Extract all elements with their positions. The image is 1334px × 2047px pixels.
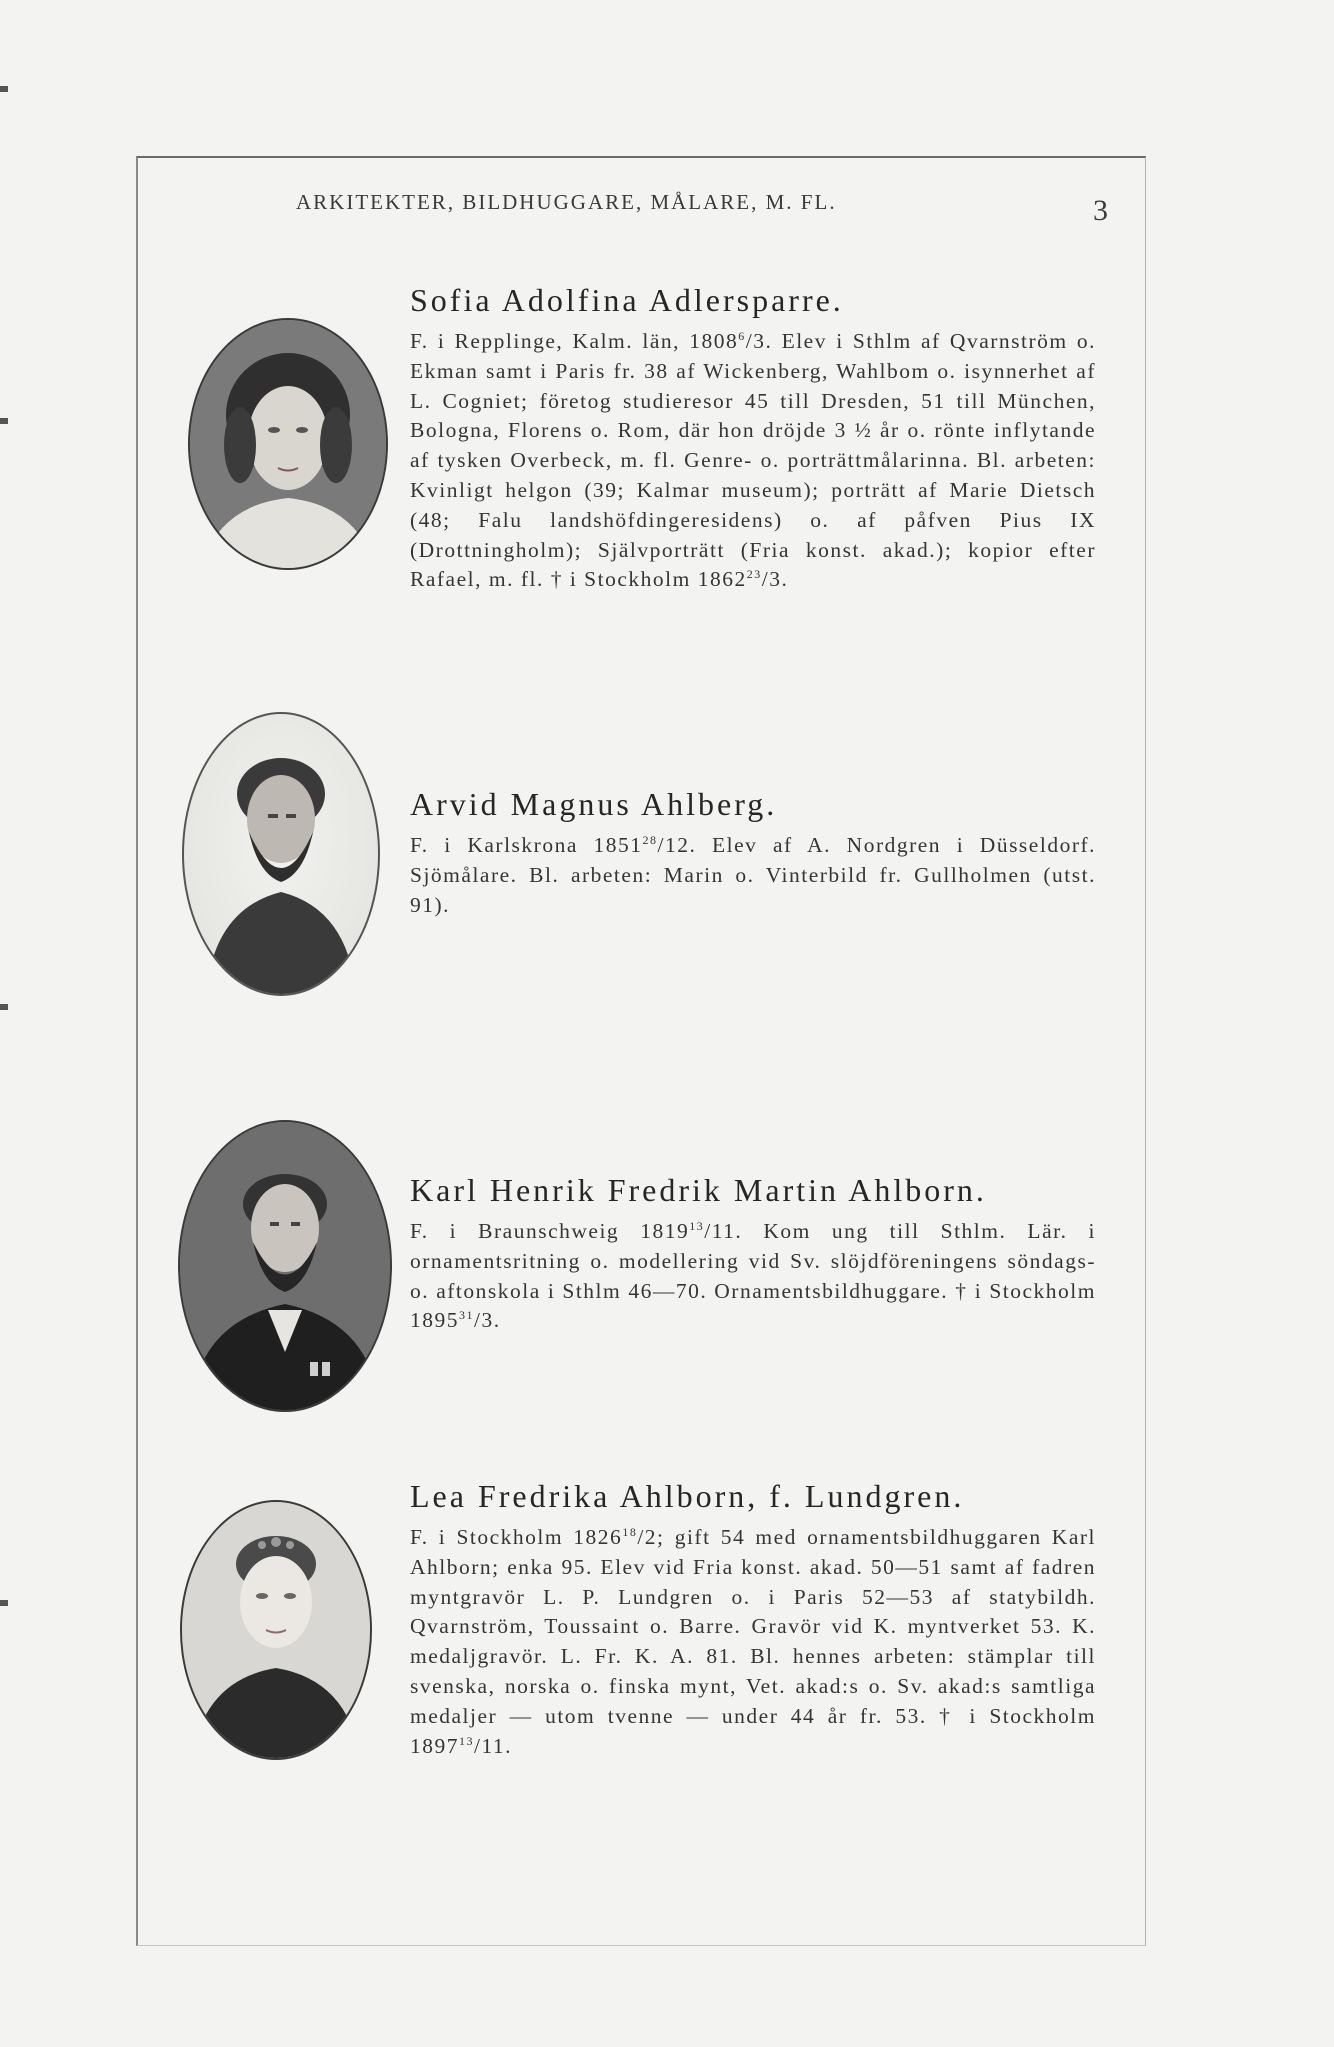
- portrait-lea-ahlborn: [180, 1500, 372, 1760]
- entry-heading: Lea Fredrika Ahlborn, f. Lundgren.: [410, 1478, 965, 1514]
- entry-lea-ahlborn: [410, 1478, 1096, 1761]
- entry-text: F. i Karlskrona 1851$^{28}$/12. Elev af A. Nordgren i Düsseldorf. Sjömålare. Bl. arbeten: Marin o. Vinterbild fr. Gullholmen (utst. 91).: [410, 832, 1097, 917]
- portrait-woman-image: [190, 320, 386, 568]
- scan-mark: [0, 1600, 8, 1606]
- entry-sofia-adlersparre: [410, 282, 1096, 595]
- scan-mark: [0, 418, 8, 424]
- entry-heading: Karl Henrik Fredrik Martin Ahlborn.: [410, 1172, 987, 1208]
- entry-text: F. i Stockholm 1826$^{18}$/2; gift 54 med ornamentsbildhuggaren Karl Ahlborn; enka 95. Elev vid Fria konst. akad. 50—51 samt af fadren myntgravör L. P. Lundgren o. i Paris 52—53 af statybildh. Qvarnström, Toussaint o. Barre. Gravör vid K. myntverket 53. K. medaljgravör. L. Fr. K. A. 81. Bl. hennes arbeten: stämplar till svenska, norska o. finska mynt, Vet. akad:s o. Sv. akad:s samtliga medaljer — utom tvenne — under 44 år fr. 53. † i Stockholm 1897$^{13}$/11.: [410, 1524, 1096, 1758]
- entry-text: F. i Repplinge, Kalm. län, 1808$^6$/3. Elev i Sthlm af Qvarnström o. Ekman samt i Paris fr. 38 af Wickenberg, Wahlbom o. isynnerhet af L. Cogniet; företog studieresor 45 till Dresden, 51 till München, Bologna, Florens o. Rom, där hon dröjde 3 ½ år o. rönte inflytande af tysken Overbeck, m. fl. Genre- o. porträttmålarinna. Bl. arbeten: Kvinligt helgon (39; Kalmar museum); porträtt af Marie Dietsch (48; Falu landshöfdingeresidens) o. af påfven Pius IX (Drottningholm); Självporträtt (Fria konst. akad.); kopior efter Rafael, m. fl. † i Stockholm 1862$^{23}$/3.: [410, 328, 1096, 592]
- scan-mark: [0, 1004, 8, 1010]
- page-number: 3: [1093, 194, 1108, 227]
- entry-text: F. i Braunschweig 1819$^{13}$/11. Kom ung till Sthlm. Lär. i ornamentsritning o. modellering vid Sv. slöjdföreningens söndags- o. aftonskola i Sthlm 46—70. Ornamentsbildhuggare. † i Stockholm 1895$^{31}$/3.: [410, 1218, 1096, 1333]
- portrait-karl-ahlborn: [178, 1120, 392, 1412]
- running-head: [296, 190, 1126, 227]
- portrait-arvid-ahlberg: [182, 712, 380, 996]
- portrait-sofia-adlersparre: [188, 318, 388, 570]
- portrait-man-image: [184, 714, 378, 994]
- portrait-man-image: [180, 1122, 390, 1410]
- portrait-woman-image: [182, 1502, 370, 1758]
- running-head-title: ARKITEKTER, BILDHUGGARE, MÅLARE, M. FL.: [296, 190, 837, 214]
- entry-arvid-ahlberg: [410, 786, 1096, 920]
- scan-mark: [0, 86, 8, 92]
- entry-heading: Arvid Magnus Ahlberg.: [410, 786, 778, 822]
- entry-heading: Sofia Adolfina Adlersparre.: [410, 282, 844, 318]
- entry-karl-ahlborn: [410, 1172, 1096, 1336]
